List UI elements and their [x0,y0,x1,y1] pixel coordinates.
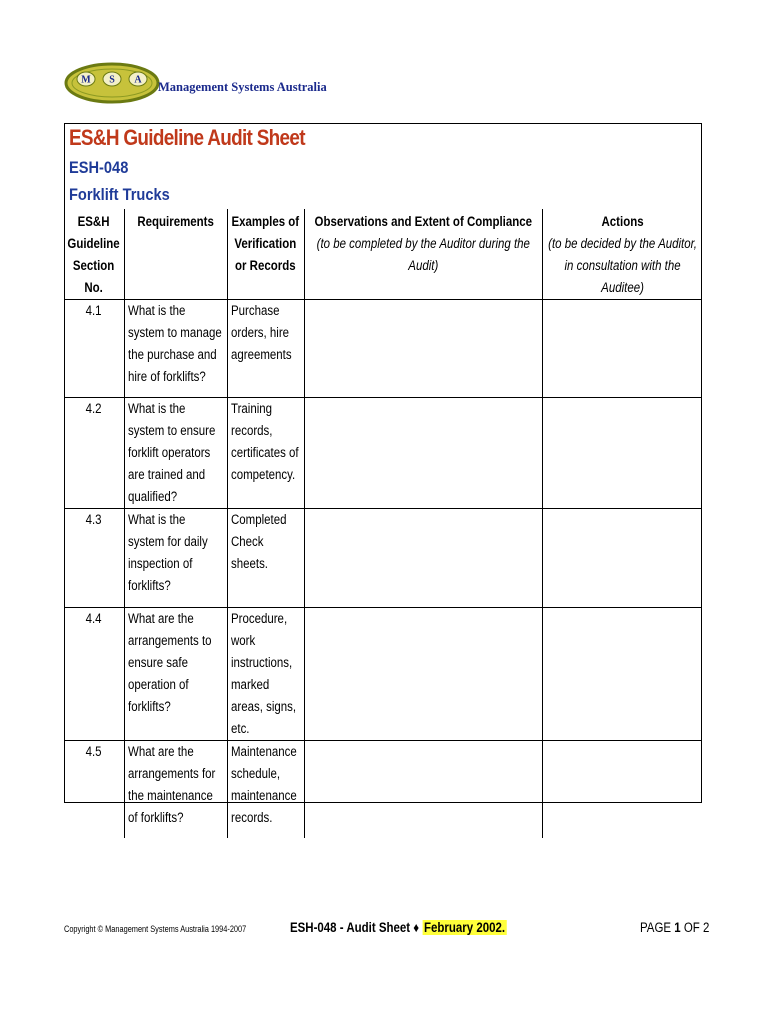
footer-doc-ref [290,920,507,935]
logo-letter-m: M [81,74,91,86]
requirement-cell: What is the system to ensure forklift operators are trained and qualified? [124,398,227,509]
observations-cell[interactable] [304,509,542,608]
examples-cell: Purchase orders, hire agreements [227,300,304,398]
actions-title: Actions [601,214,644,229]
observations-cell[interactable] [304,300,542,398]
actions-cell[interactable] [542,741,702,838]
company-name: Management Systems Australia [158,80,327,94]
header-section: ES&H Guideline Section No. [64,209,124,300]
footer-doc-code: ESH-048 - Audit Sheet ♦ [290,920,420,935]
examples-cell: Maintenance schedule, maintenance records. [227,741,304,838]
requirement-cell: What are the arrangements for the maintenance of forklifts? [124,741,227,838]
page-label: PAGE [640,920,672,935]
page-total: OF 2 [683,920,710,935]
header-requirements: Requirements [124,209,227,300]
observations-cell[interactable] [304,398,542,509]
header-observations [304,209,542,300]
table-row [64,741,702,838]
section-number: 4.5 [64,741,124,838]
section-number: 4.3 [64,509,124,608]
logo-letter-a: A [134,74,142,86]
table-row [64,608,702,741]
page-current: 1 [674,920,681,935]
header-examples: Examples of Verification or Records [227,209,304,300]
actions-cell[interactable] [542,300,702,398]
table-row [64,300,702,398]
footer-copyright: Copyright © Management Systems Australia 1994-2007 [64,924,247,934]
section-number: 4.2 [64,398,124,509]
footer-page-number [640,920,709,935]
requirement-cell: What is the system to manage the purchase and hire of forklifts? [124,300,227,398]
table-header-row [64,209,702,300]
document-subject: Forklift Trucks [69,185,170,204]
observations-title: Observations and Extent of Compliance [314,214,532,229]
msa-logo [64,62,160,104]
document-title: ES&H Guideline Audit Sheet [69,125,305,150]
actions-cell[interactable] [542,398,702,509]
actions-note: (to be decided by the Auditor, in consultation with the Auditee) [547,236,697,295]
requirement-cell: What are the arrangements to ensure safe operation of forklifts? [124,608,227,741]
section-number: 4.4 [64,608,124,741]
footer-date: February 2002. [424,920,506,935]
examples-cell: Training records, certificates of competency. [227,398,304,509]
observations-note: (to be completed by the Auditor during the Audit) [316,236,530,273]
document-code: ESH-048 [69,158,129,177]
examples-cell: Completed Check sheets. [227,509,304,608]
table-row [64,398,702,509]
audit-table [64,209,702,838]
actions-cell[interactable] [542,509,702,608]
observations-cell[interactable] [304,741,542,838]
header-actions [542,209,702,300]
examples-cell: Procedure, work instructions, marked areas, signs, etc. [227,608,304,741]
observations-cell[interactable] [304,608,542,741]
requirement-cell: What is the system for daily inspection of forklifts? [124,509,227,608]
section-number: 4.1 [64,300,124,398]
actions-cell[interactable] [542,608,702,741]
table-row [64,509,702,608]
logo-letter-s: S [109,74,115,86]
